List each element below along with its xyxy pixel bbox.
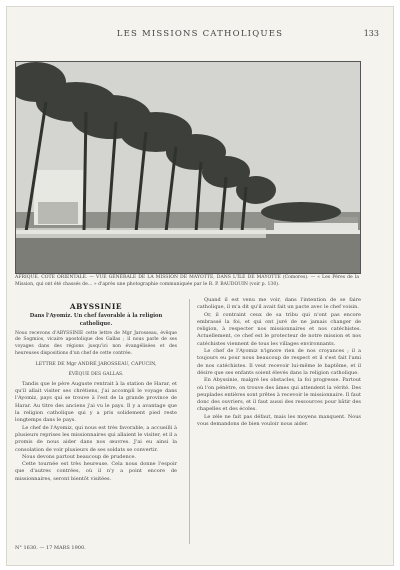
right-column [197,297,361,428]
photo-illustration [16,62,360,273]
letter-author-title: ÉVÊQUE DES GALLAS. [68,371,124,377]
section-title: ABYSSINIE [69,302,123,311]
article-subhead: Dans l'Ayomiz. Un chef favorable à la religion catholique. [29,313,163,327]
paragraph: Cette tournée est très heureuse. Cela nous donne l'espoir que d'autres contrées, où il n'y a point encore de missionnaires, seront bientôt visitées. [15,461,177,482]
column-divider [189,299,190,544]
coastal-palm-village-photo [15,61,361,274]
article-intro: Nous recevons d'ABYSSINIE cette lettre de Mgr Jarosseau, évêque de Sogmios, vicaire apostolique des Gallas ; il nous parle de ses voyages dans des régions jusqu'ici non évangélisées et des heureuses dispositions d'un chef de cette contrée. [15,330,177,356]
paragraph: Or, il contraint ceux de sa tribu qui n'ont pas encore embrassé la foi, et qui ont juré de ne jamais changer de religion, à respecter nos missionnaires et nos catéchistes. Actuellement, ce chef est le protecteur de notre mission et nos catéchistes viennent de tous les villages environnants. [197,311,361,347]
paragraph: Nous devons partout beaucoup de prudence. [22,453,137,460]
document-page [6,6,394,566]
letter-author: LETTRE DE Mgr ANDRÉ JAROSSEAU, CAPUCIN, [35,362,157,368]
issue-footer: N° 1630. — 17 MARS 1900. [15,545,86,551]
paragraph: Le chef de l'Ayomiz, qui nous est très favorable, a accueilli à plusieurs reprises les missionnaires qui allaient le visiter, et il a promis de nous aider dans nos œuvres. J'ai eu ainsi la consolation de voir plusieurs de ses soldats se convertir. [15,424,177,453]
paragraph: Le zèle ne fait pas défaut, mais les moyens manquent. Nous vous demandons de bien vouloir nous aider. [197,413,361,428]
journal-title: LES MISSIONS CATHOLIQUES [116,29,284,39]
left-column [15,297,177,483]
paragraph: En Abyssinie, malgré les obstacles, la foi progresse. Partout où l'on pénètre, on trouve des âmes qui attendent la vérité. Des peuplades entières sont prêtes à recevoir le missionnaire. Il faut donc des ouvriers, et il faut aussi des ressources pour bâtir des chapelles et des écoles. [197,377,361,413]
page-number: 133 [363,29,379,38]
paragraph: Tandis que le père Auguste rentrait à la station de Harar, et qu'il allait visiter ses chrétiens, j'ai accompli le voyage dans l'Ayomiz, pays qui se trouve à l'est de la grande province de Harar. Au titre des anciens j'ai vu le pays. Il y a avantage que la religion catholique qui y a pris solidement pied reste longtemps dans le pays. [15,380,177,424]
paragraph: Quand il est venu me voir, dans l'intention de se faire catholique, il m'a dit qu'il avait fait un pacte avec le chef voisin. [197,297,361,311]
paragraph: Le chef de l'Ayomiz n'ignore rien de nos croyances ; il a toujours eu pour nous beaucoup de respect et il s'est fait l'ami de nos catéchistes. Il veut recevoir lui-même le baptême, et il désire que ses enfants soient élevés dans la religion catholique. [197,348,361,376]
running-header [7,29,393,41]
photo-caption: AFRIQUE. COTE ORIENTALE. — VUE GÉNÉRALE DE LA MISSION DE MAYOTTE, DANS L'ÎLE DE MAYOTTE (Comores). — « Les Pères de la Mission, qui ont été chassés de… » d'après une photographie communiquée par le R. P. BAUDOUIN (voir p. 130). [15,275,359,287]
